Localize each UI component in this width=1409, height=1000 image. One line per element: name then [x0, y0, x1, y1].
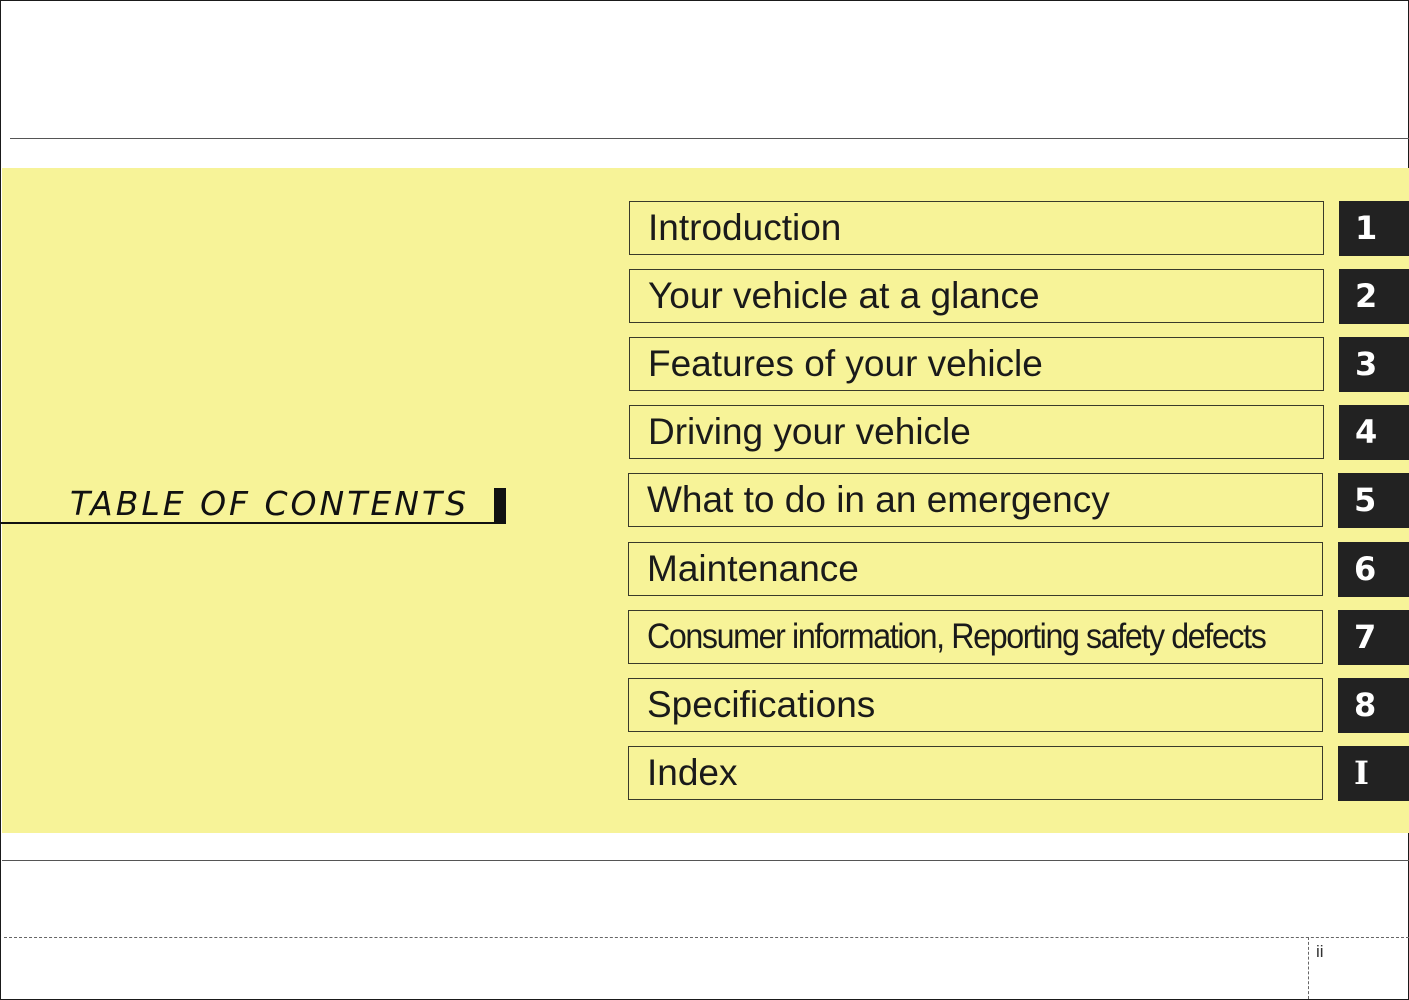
chapter-tab-6[interactable]: 6: [1338, 542, 1409, 597]
chapter-tab-1[interactable]: 1: [1339, 201, 1409, 256]
chapter-link-specifications[interactable]: [628, 678, 1323, 732]
chapter-link-vehicle-at-a-glance[interactable]: [629, 269, 1324, 323]
top-rule: [10, 138, 1409, 139]
toc-title: TABLE OF CONTENTS: [70, 484, 470, 523]
chapter-tab-7[interactable]: 7: [1338, 610, 1409, 665]
chapter-tab-2[interactable]: 2: [1339, 269, 1409, 324]
chapter-link-emergency[interactable]: [628, 473, 1323, 527]
page-number: ii: [1316, 942, 1324, 961]
chapter-tab-index[interactable]: I: [1338, 746, 1409, 801]
chapter-link-features[interactable]: [629, 337, 1324, 391]
chapter-label: Introduction: [648, 207, 842, 248]
chapter-label: Index: [647, 752, 738, 793]
chapter-label: Features of your vehicle: [648, 343, 1043, 384]
chapter-link-consumer-information[interactable]: [628, 610, 1323, 664]
toc-title-underline: [0, 522, 504, 524]
chapter-link-maintenance[interactable]: [628, 542, 1323, 596]
chapter-label: Specifications: [647, 684, 876, 725]
chapter-tab-5[interactable]: 5: [1338, 473, 1409, 528]
toc-heading: [0, 484, 506, 524]
chapter-link-driving[interactable]: [629, 405, 1324, 459]
chapter-tab-4[interactable]: 4: [1339, 405, 1409, 460]
chapter-label: Consumer information, Reporting safety defects: [647, 617, 1266, 656]
chapter-link-introduction[interactable]: [629, 201, 1324, 255]
footer-dashed-divider: [1308, 937, 1309, 999]
chapter-label: Your vehicle at a glance: [648, 275, 1040, 316]
toc-title-marker: [494, 488, 506, 524]
chapter-label: What to do in an emergency: [647, 479, 1110, 520]
chapter-link-index[interactable]: [628, 746, 1323, 800]
chapter-label: Maintenance: [647, 548, 859, 589]
footer-dashed-rule: [4, 937, 1409, 938]
chapter-tab-8[interactable]: 8: [1338, 678, 1409, 733]
chapter-tab-3[interactable]: 3: [1339, 337, 1409, 392]
bottom-rule: [2, 860, 1409, 861]
chapter-label: Driving your vehicle: [648, 411, 971, 452]
